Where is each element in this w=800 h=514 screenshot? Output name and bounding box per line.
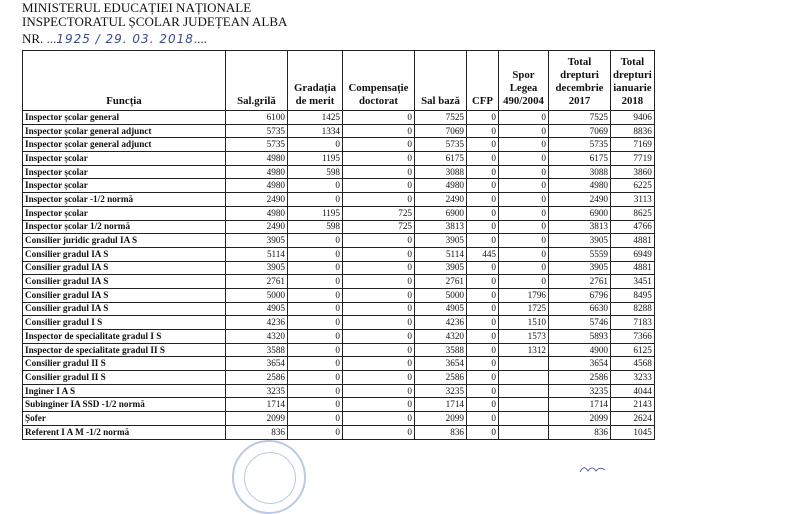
cell-total-ian: 7183 (611, 316, 655, 330)
cell-compensatie: 725 (343, 220, 415, 234)
cell-total-dec: 4900 (549, 343, 611, 357)
cell-cfp: 0 (467, 152, 499, 166)
cell-functia: Consilier gradul IA S (23, 288, 226, 302)
cell-sal-baza: 4236 (415, 316, 467, 330)
cell-total-dec: 1714 (549, 398, 611, 412)
col-header-spor: Spor Legea 490/2004 (499, 51, 549, 111)
cell-sal-grila: 4905 (226, 302, 288, 316)
cell-sal-grila: 2490 (226, 220, 288, 234)
cell-gradatia: 598 (288, 165, 343, 179)
cell-compensatie: 0 (343, 316, 415, 330)
cell-spor: 0 (499, 124, 549, 138)
cell-total-dec: 2586 (549, 371, 611, 385)
table-row (23, 302, 655, 316)
cell-sal-baza: 2586 (415, 371, 467, 385)
table-row (23, 384, 655, 398)
cell-sal-grila: 4980 (226, 206, 288, 220)
table-header-row (23, 51, 655, 111)
table-row (23, 316, 655, 330)
cell-compensatie: 0 (343, 138, 415, 152)
cell-compensatie: 0 (343, 425, 415, 439)
cell-sal-grila: 5000 (226, 288, 288, 302)
cell-compensatie: 0 (343, 261, 415, 275)
cell-sal-grila: 6100 (226, 111, 288, 125)
cell-total-ian: 4044 (611, 384, 655, 398)
cell-compensatie: 0 (343, 179, 415, 193)
cell-sal-baza: 5000 (415, 288, 467, 302)
cell-sal-grila: 3905 (226, 234, 288, 248)
cell-total-ian: 6125 (611, 343, 655, 357)
cell-compensatie: 0 (343, 357, 415, 371)
cell-gradatia: 0 (288, 316, 343, 330)
cell-compensatie: 725 (343, 206, 415, 220)
cell-total-ian: 3451 (611, 275, 655, 289)
cell-total-ian: 8625 (611, 206, 655, 220)
cell-total-ian: 7719 (611, 152, 655, 166)
cell-gradatia: 0 (288, 138, 343, 152)
cell-spor: 0 (499, 152, 549, 166)
cell-spor: 0 (499, 111, 549, 125)
cell-total-dec: 2099 (549, 412, 611, 426)
cell-cfp: 0 (467, 234, 499, 248)
table-row (23, 247, 655, 261)
cell-sal-grila: 5735 (226, 138, 288, 152)
cell-spor: 0 (499, 275, 549, 289)
cell-functia: Șofer (23, 412, 226, 426)
cell-cfp: 0 (467, 398, 499, 412)
table-row (23, 111, 655, 125)
cell-sal-grila: 3588 (226, 343, 288, 357)
cell-cfp: 0 (467, 343, 499, 357)
cell-total-dec: 3905 (549, 261, 611, 275)
cell-spor: 1573 (499, 330, 549, 344)
cell-cfp: 0 (467, 288, 499, 302)
cell-total-ian: 4881 (611, 234, 655, 248)
table-row (23, 234, 655, 248)
table-row (23, 398, 655, 412)
cell-sal-baza: 1714 (415, 398, 467, 412)
cell-functia: Inspector de specialitate gradul II S (23, 343, 226, 357)
cell-sal-baza: 5114 (415, 247, 467, 261)
cell-spor: 1510 (499, 316, 549, 330)
cell-spor (499, 425, 549, 439)
cell-functia: Inspector școlar (23, 179, 226, 193)
cell-cfp: 0 (467, 179, 499, 193)
cell-total-ian: 6949 (611, 247, 655, 261)
cell-compensatie: 0 (343, 124, 415, 138)
cell-sal-baza: 3654 (415, 357, 467, 371)
cell-total-dec: 6630 (549, 302, 611, 316)
cell-functia: Consilier gradul IA S (23, 261, 226, 275)
cell-gradatia: 1195 (288, 206, 343, 220)
cell-sal-grila: 836 (226, 425, 288, 439)
cell-spor: 1796 (499, 288, 549, 302)
cell-total-ian: 7366 (611, 330, 655, 344)
cell-total-dec: 3905 (549, 234, 611, 248)
cell-sal-grila: 4236 (226, 316, 288, 330)
table-row (23, 412, 655, 426)
cell-sal-grila: 3235 (226, 384, 288, 398)
cell-functia: Consilier gradul IA S (23, 275, 226, 289)
cell-sal-baza: 3235 (415, 384, 467, 398)
cell-cfp: 0 (467, 357, 499, 371)
cell-total-dec: 6900 (549, 206, 611, 220)
table-row (23, 138, 655, 152)
cell-sal-baza: 836 (415, 425, 467, 439)
cell-spor: 0 (499, 179, 549, 193)
cell-gradatia: 598 (288, 220, 343, 234)
cell-spor: 1312 (499, 343, 549, 357)
cell-gradatia: 0 (288, 275, 343, 289)
cell-sal-baza: 6900 (415, 206, 467, 220)
cell-sal-baza: 7069 (415, 124, 467, 138)
cell-total-dec: 836 (549, 425, 611, 439)
cell-cfp: 0 (467, 302, 499, 316)
cell-sal-grila: 1714 (226, 398, 288, 412)
cell-gradatia: 0 (288, 179, 343, 193)
table-row (23, 357, 655, 371)
cell-sal-grila: 2490 (226, 193, 288, 207)
cell-functia: Inspector de specialitate gradul I S (23, 330, 226, 344)
cell-cfp: 445 (467, 247, 499, 261)
cell-spor: 0 (499, 247, 549, 261)
table-row (23, 425, 655, 439)
signature-mark (578, 462, 608, 474)
cell-cfp: 0 (467, 412, 499, 426)
cell-total-dec: 4980 (549, 179, 611, 193)
cell-spor: 0 (499, 138, 549, 152)
cell-total-dec: 3088 (549, 165, 611, 179)
cell-spor: 0 (499, 220, 549, 234)
cell-gradatia: 0 (288, 330, 343, 344)
table-row (23, 193, 655, 207)
cell-spor: 1725 (499, 302, 549, 316)
cell-functia: Inspector școlar general adjunct (23, 124, 226, 138)
table-row (23, 124, 655, 138)
cell-total-ian: 3860 (611, 165, 655, 179)
table-row (23, 275, 655, 289)
cell-spor: 0 (499, 165, 549, 179)
cell-sal-baza: 5735 (415, 138, 467, 152)
cell-total-dec: 5559 (549, 247, 611, 261)
cell-sal-grila: 4980 (226, 165, 288, 179)
cell-cfp: 0 (467, 330, 499, 344)
cell-compensatie: 0 (343, 398, 415, 412)
cell-compensatie: 0 (343, 193, 415, 207)
cell-sal-grila: 5114 (226, 247, 288, 261)
cell-gradatia: 1195 (288, 152, 343, 166)
cell-total-dec: 3813 (549, 220, 611, 234)
cell-total-ian: 8836 (611, 124, 655, 138)
cell-gradatia: 0 (288, 288, 343, 302)
cell-sal-baza: 3905 (415, 234, 467, 248)
cell-gradatia: 0 (288, 193, 343, 207)
cell-gradatia: 0 (288, 384, 343, 398)
col-header-gradatia: Gradația de merit (288, 51, 343, 111)
cell-sal-grila: 2761 (226, 275, 288, 289)
salary-table (22, 50, 655, 440)
cell-gradatia: 0 (288, 302, 343, 316)
cell-spor: 0 (499, 261, 549, 275)
cell-sal-baza: 3588 (415, 343, 467, 357)
cell-gradatia: 1425 (288, 111, 343, 125)
cell-sal-grila: 3654 (226, 357, 288, 371)
cell-gradatia: 0 (288, 425, 343, 439)
cell-functia: Consilier gradul IA S (23, 247, 226, 261)
cell-compensatie: 0 (343, 412, 415, 426)
cell-compensatie: 0 (343, 247, 415, 261)
table-row (23, 330, 655, 344)
cell-functia: Consilier juridic gradul IA S (23, 234, 226, 248)
cell-sal-grila: 4980 (226, 179, 288, 193)
cell-functia: Inspector școlar general (23, 111, 226, 125)
cell-gradatia: 0 (288, 398, 343, 412)
cell-sal-baza: 4320 (415, 330, 467, 344)
col-header-total-ian: Total drepturi ianuarie 2018 (611, 51, 655, 111)
cell-total-dec: 3235 (549, 384, 611, 398)
cell-gradatia: 0 (288, 371, 343, 385)
cell-functia: Consilier gradul IA S (23, 302, 226, 316)
table-row (23, 206, 655, 220)
cell-cfp: 0 (467, 138, 499, 152)
inspectorate-heading: INSPECTORATUL ȘCOLAR JUDEȚEAN ALBA (22, 14, 288, 29)
cell-total-ian: 8495 (611, 288, 655, 302)
table-row (23, 165, 655, 179)
cell-spor (499, 412, 549, 426)
cell-total-ian: 2143 (611, 398, 655, 412)
cell-spor (499, 384, 549, 398)
cell-gradatia: 0 (288, 234, 343, 248)
cell-functia: Consilier gradul II S (23, 371, 226, 385)
cell-functia: Inspector școlar 1/2 normă (23, 220, 226, 234)
registration-number: NR. ...1925 / 29. 03. 2018.... (22, 31, 207, 46)
cell-cfp: 0 (467, 261, 499, 275)
cell-total-dec: 2761 (549, 275, 611, 289)
cell-total-ian: 4766 (611, 220, 655, 234)
cell-compensatie: 0 (343, 152, 415, 166)
cell-functia: Subinginer IA SSD -1/2 normă (23, 398, 226, 412)
cell-gradatia: 0 (288, 357, 343, 371)
table-row (23, 152, 655, 166)
cell-sal-baza: 3813 (415, 220, 467, 234)
cell-gradatia: 0 (288, 343, 343, 357)
cell-compensatie: 0 (343, 234, 415, 248)
cell-cfp: 0 (467, 275, 499, 289)
cell-functia: Referent I A M -1/2 normă (23, 425, 226, 439)
col-header-sal-baza: Sal bază (415, 51, 467, 111)
table-row (23, 371, 655, 385)
cell-sal-baza: 4905 (415, 302, 467, 316)
cell-sal-baza: 6175 (415, 152, 467, 166)
cell-sal-baza: 2761 (415, 275, 467, 289)
cell-compensatie: 0 (343, 275, 415, 289)
cell-total-dec: 7525 (549, 111, 611, 125)
cell-sal-grila: 2099 (226, 412, 288, 426)
cell-total-dec: 3654 (549, 357, 611, 371)
cell-cfp: 0 (467, 220, 499, 234)
cell-compensatie: 0 (343, 302, 415, 316)
cell-total-dec: 5746 (549, 316, 611, 330)
nr-label: NR. (22, 31, 44, 46)
cell-sal-grila: 5735 (226, 124, 288, 138)
cell-sal-grila: 4320 (226, 330, 288, 344)
cell-functia: Consilier gradul I S (23, 316, 226, 330)
cell-compensatie: 0 (343, 371, 415, 385)
cell-total-ian: 4568 (611, 357, 655, 371)
cell-functia: Inspector școlar -1/2 normă (23, 193, 226, 207)
cell-functia: Inspector școlar general adjunct (23, 138, 226, 152)
cell-compensatie: 0 (343, 384, 415, 398)
cell-total-ian: 3113 (611, 193, 655, 207)
cell-functia: Inspector școlar (23, 152, 226, 166)
cell-total-ian: 6225 (611, 179, 655, 193)
cell-sal-baza: 2099 (415, 412, 467, 426)
cell-gradatia: 1334 (288, 124, 343, 138)
col-header-functia: Funcția (23, 51, 226, 111)
cell-compensatie: 0 (343, 165, 415, 179)
cell-gradatia: 0 (288, 261, 343, 275)
cell-spor: 0 (499, 193, 549, 207)
cell-total-ian: 4881 (611, 261, 655, 275)
cell-compensatie: 0 (343, 288, 415, 302)
cell-compensatie: 0 (343, 330, 415, 344)
cell-total-dec: 5735 (549, 138, 611, 152)
cell-cfp: 0 (467, 193, 499, 207)
cell-sal-baza: 3088 (415, 165, 467, 179)
col-header-total-dec: Total drepturi decembrie 2017 (549, 51, 611, 111)
cell-total-dec: 6796 (549, 288, 611, 302)
col-header-compensatie: Compensație doctorat (343, 51, 415, 111)
table-row (23, 288, 655, 302)
cell-functia: Consilier gradul II S (23, 357, 226, 371)
table-row (23, 261, 655, 275)
cell-total-dec: 5893 (549, 330, 611, 344)
table-row (23, 343, 655, 357)
cell-spor: 0 (499, 234, 549, 248)
cell-compensatie: 0 (343, 111, 415, 125)
nr-handwritten: 1925 / 29. 03. 2018 (56, 32, 194, 46)
cell-total-ian: 9406 (611, 111, 655, 125)
cell-sal-baza: 2490 (415, 193, 467, 207)
cell-sal-baza: 7525 (415, 111, 467, 125)
cell-total-ian: 3233 (611, 371, 655, 385)
col-header-cfp: CFP (467, 51, 499, 111)
cell-cfp: 0 (467, 371, 499, 385)
cell-cfp: 0 (467, 165, 499, 179)
cell-spor (499, 357, 549, 371)
table-row (23, 220, 655, 234)
table-body (23, 111, 655, 440)
cell-sal-grila: 2586 (226, 371, 288, 385)
cell-cfp: 0 (467, 124, 499, 138)
col-header-sal-grila: Sal.grilă (226, 51, 288, 111)
cell-sal-grila: 3905 (226, 261, 288, 275)
cell-total-dec: 2490 (549, 193, 611, 207)
cell-spor (499, 398, 549, 412)
cell-spor (499, 371, 549, 385)
ministry-heading: MINISTERUL EDUCAȚIEI NAȚIONALE (22, 0, 252, 15)
cell-sal-baza: 3905 (415, 261, 467, 275)
cell-total-ian: 1045 (611, 425, 655, 439)
official-stamp (232, 440, 306, 514)
cell-cfp: 0 (467, 425, 499, 439)
cell-cfp: 0 (467, 384, 499, 398)
cell-cfp: 0 (467, 111, 499, 125)
cell-gradatia: 0 (288, 412, 343, 426)
cell-sal-baza: 4980 (415, 179, 467, 193)
cell-sal-grila: 4980 (226, 152, 288, 166)
cell-functia: Inginer I A S (23, 384, 226, 398)
cell-total-ian: 7169 (611, 138, 655, 152)
cell-spor: 0 (499, 206, 549, 220)
cell-functia: Inspector școlar (23, 206, 226, 220)
cell-total-dec: 7069 (549, 124, 611, 138)
table-row (23, 179, 655, 193)
cell-cfp: 0 (467, 316, 499, 330)
cell-gradatia: 0 (288, 247, 343, 261)
cell-functia: Inspector școlar (23, 165, 226, 179)
cell-cfp: 0 (467, 206, 499, 220)
cell-total-dec: 6175 (549, 152, 611, 166)
cell-total-ian: 2624 (611, 412, 655, 426)
cell-compensatie: 0 (343, 343, 415, 357)
cell-total-ian: 8288 (611, 302, 655, 316)
